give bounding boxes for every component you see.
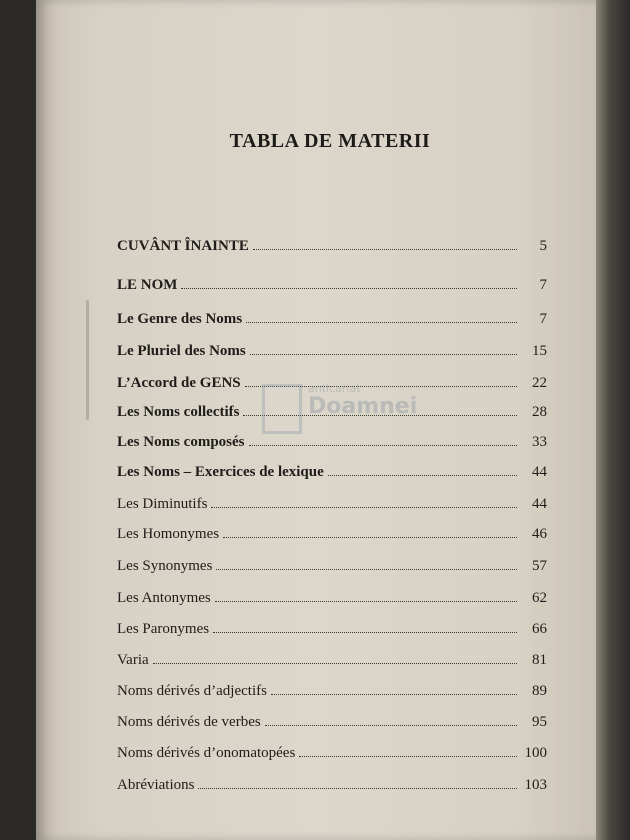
toc-entry (117, 714, 547, 736)
toc-entry-label: Les Noms composés (117, 434, 245, 450)
toc-entry-page: 46 (532, 526, 547, 542)
watermark-small-text: anticariat (308, 382, 361, 395)
toc-leader-dots (213, 632, 517, 633)
toc-leader-dots (246, 322, 517, 323)
toc-entry (117, 621, 547, 643)
toc-leader-dots (265, 725, 517, 726)
toc-entry-label: CUVÂNT ÎNAINTE (117, 238, 249, 254)
toc-entry-page: 100 (524, 745, 547, 761)
toc-entry-page: 33 (532, 434, 547, 450)
toc-leader-dots (328, 475, 517, 476)
toc-entry-label: Les Noms collectifs (117, 404, 240, 420)
toc-entry (117, 277, 547, 299)
toc-leader-dots (216, 569, 517, 570)
toc-entry-label: Le Genre des Noms (117, 311, 243, 327)
toc-entry (117, 238, 547, 260)
toc-entry-label: Varia (117, 652, 149, 668)
toc-entry-page: 89 (532, 683, 547, 699)
toc-entry-page: 81 (532, 652, 547, 668)
toc-entry-page: 103 (524, 777, 547, 793)
toc-entry (117, 777, 547, 799)
toc-entry-label: Les Homonymes (117, 526, 220, 542)
toc-entry-label: Abréviations (117, 777, 195, 793)
watermark-logo-icon (262, 384, 302, 434)
page-crease (86, 300, 89, 420)
watermark-big-text: Doamnei (308, 394, 418, 419)
toc-entry (117, 745, 547, 767)
toc-entry (117, 496, 547, 518)
toc-leader-dots (223, 537, 517, 538)
toc-leader-dots (211, 507, 517, 508)
toc-leader-dots (250, 354, 517, 355)
page-title: TABLA DE MATERII (229, 130, 431, 152)
toc-leader-dots (215, 601, 517, 602)
toc-entry-label: Les Paronymes (117, 621, 210, 637)
toc-entry-label: Les Synonymes (117, 558, 213, 574)
toc-leader-dots (181, 288, 517, 289)
toc-entry (117, 558, 547, 580)
toc-entry (117, 311, 547, 333)
toc-entry-label: L’Accord de GENS (117, 375, 241, 391)
toc-entry-page: 44 (532, 496, 547, 512)
toc-entry-label: Noms dérivés d’onomatopées (117, 745, 296, 761)
page-edge (596, 0, 630, 840)
toc-entry-page: 62 (532, 590, 547, 606)
toc-entry-page: 7 (539, 311, 547, 327)
toc-entry-page: 66 (532, 621, 547, 637)
toc-entry (117, 343, 547, 365)
watermark (262, 378, 418, 448)
toc-entry-label: Les Diminutifs (117, 496, 208, 512)
toc-entry-page: 22 (532, 375, 547, 391)
toc-entry-page: 7 (539, 277, 547, 293)
toc-entry-page: 15 (532, 343, 547, 359)
toc-entry-label: Noms dérivés d’adjectifs (117, 683, 267, 699)
toc-entry (117, 526, 547, 548)
toc-entry (117, 590, 547, 612)
toc-entry (117, 464, 547, 486)
toc-entry-page: 57 (532, 558, 547, 574)
toc-entry-page: 5 (539, 238, 547, 254)
toc-entry-label: Les Noms – Exercices de lexique (117, 464, 324, 480)
toc-leader-dots (153, 663, 517, 664)
toc-entry-page: 44 (532, 464, 547, 480)
toc-entry-label: Les Antonymes (117, 590, 211, 606)
toc-leader-dots (253, 249, 517, 250)
toc-entry-page: 95 (532, 714, 547, 730)
toc-entry-label: Noms dérivés de verbes (117, 714, 261, 730)
toc-entry (117, 683, 547, 705)
toc-leader-dots (271, 694, 517, 695)
toc-entry (117, 652, 547, 674)
toc-entry-page: 28 (532, 404, 547, 420)
toc-leader-dots (198, 788, 517, 789)
toc-entry-label: Le Pluriel des Noms (117, 343, 246, 359)
toc-leader-dots (299, 756, 517, 757)
toc-entry-label: LE NOM (117, 277, 178, 293)
